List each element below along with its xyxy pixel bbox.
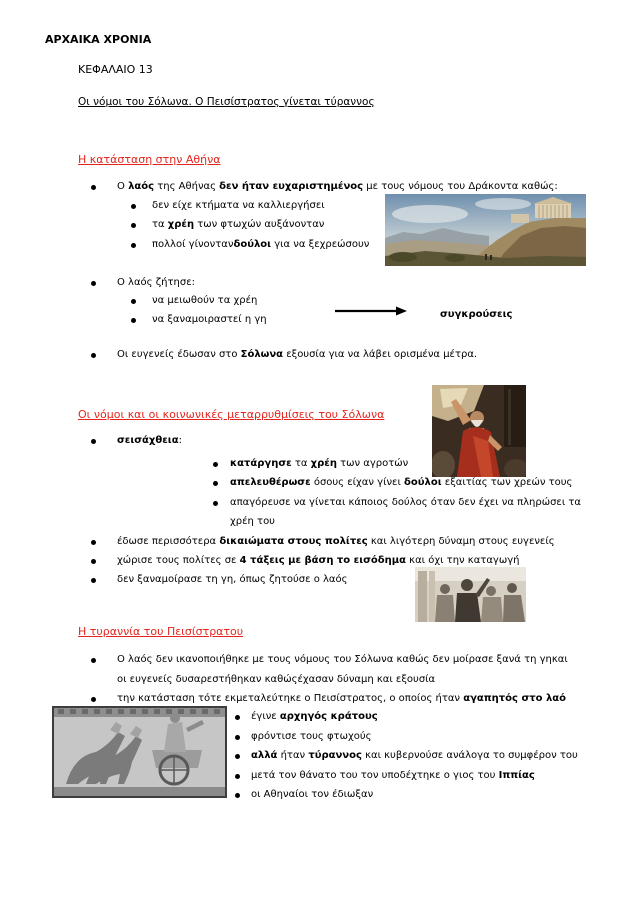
list-item-text: [152, 238, 369, 252]
list-item-continuation: [0, 515, 638, 529]
text-segment: Ο λαός ζήτησε:: [117, 277, 195, 288]
text-segment: φρόντισε τους φτωχούς: [251, 731, 372, 742]
sub-list-item: [0, 769, 638, 783]
text-segment: :: [178, 435, 182, 446]
bullet-icon: [213, 501, 218, 506]
emphasized-text: σεισάχθεια: [117, 435, 179, 446]
bullet-icon: [131, 299, 136, 304]
list-item-text: [152, 313, 267, 327]
section-heading: Η τυραννία του Πεισίστρατου: [78, 625, 244, 638]
bullet-icon: [235, 754, 240, 759]
bullet-icon: [235, 774, 240, 779]
bullet-icon: [91, 697, 96, 702]
bullet-icon: [91, 559, 96, 564]
conflicts-label: συγκρούσεις: [440, 309, 513, 320]
list-item: [0, 573, 638, 587]
bullet-icon: [91, 578, 96, 583]
list-item-text: [230, 515, 275, 529]
lesson-title: Οι νόμοι του Σόλωνα. Ο Πεισίστρατος γίνεται τύραννος: [78, 96, 375, 108]
list-item: [0, 180, 638, 194]
sub-list-item: [0, 238, 638, 252]
bullet-icon: [91, 439, 96, 444]
bullet-icon: [91, 281, 96, 286]
bullet-icon: [235, 735, 240, 740]
text-segment: έγινε: [251, 711, 280, 722]
sub-list-item: [0, 496, 638, 510]
chapter-label: ΚΕΦΑΛΑΙΟ 13: [78, 63, 153, 76]
list-item-text: [117, 434, 182, 448]
emphasized-text: αλλά: [251, 750, 278, 761]
sub-list-item: [0, 313, 638, 327]
text-segment: της Αθήνας: [154, 181, 220, 192]
bullet-icon: [131, 243, 136, 248]
text-segment: την κατάσταση τότε εκμεταλεύτηκε ο Πεισίστρατος, ο οποίος ήταν: [117, 693, 464, 704]
emphasized-text: αρχηγός κράτους: [279, 711, 378, 722]
sub-list-item: [0, 457, 638, 471]
list-item-text: [251, 749, 578, 763]
text-segment: πολλοί γίνονταν: [152, 239, 234, 250]
emphasized-text: δεν ήταν ευχαριστημένος: [219, 181, 364, 192]
list-item-text: [117, 573, 348, 587]
text-segment: δεν είχε κτήματα να καλλιεργήσει: [152, 200, 325, 211]
document-title: ΑΡΧΑΙΚΑ ΧΡΟΝΙΑ: [45, 33, 152, 46]
text-segment: τα: [291, 458, 311, 469]
emphasized-text: Σόλωνα: [240, 349, 284, 360]
emphasized-text: χρέη: [310, 458, 337, 469]
bullet-icon: [91, 658, 96, 663]
bullet-icon: [213, 462, 218, 467]
sub-list-item: [0, 218, 638, 232]
emphasized-text: λαός: [128, 181, 155, 192]
text-segment: και όχι την καταγωγή: [406, 555, 520, 566]
bullet-icon: [235, 793, 240, 798]
list-item-text: [251, 710, 378, 724]
text-segment: και κυβερνούσε ανάλογα το συμφέρον του: [361, 750, 578, 761]
emphasized-text: κατάργησε: [230, 458, 292, 469]
list-item-text: [251, 769, 535, 783]
emphasized-text: δικαιώματα στους πολίτες: [219, 536, 368, 547]
list-item-text: [230, 476, 572, 490]
list-item-continuation: [0, 673, 638, 687]
list-item-text: [251, 788, 373, 802]
emphasized-text: χρέη: [167, 219, 195, 230]
text-segment: χρέη του: [230, 516, 275, 527]
text-segment: δεν ξαναμοίρασε τη γη, όπως ζητούσε ο λαός: [117, 574, 348, 585]
list-item-text: [230, 496, 581, 510]
text-segment: Οι ευγενείς έδωσαν στο: [117, 349, 241, 360]
sub-list-item: [0, 730, 638, 744]
text-segment: μετά τον θάνατο του τον υποδέχτηκε ο γιος του: [251, 770, 499, 781]
bullet-icon: [131, 223, 136, 228]
emphasized-text: τύραννος: [308, 750, 362, 761]
list-item-text: [152, 218, 324, 232]
list-item-text: [117, 653, 568, 667]
list-item: [0, 535, 638, 549]
text-segment: εξουσία για να λάβει ορισμένα μέτρα.: [283, 349, 478, 360]
text-segment: εξαιτίας των χρεών τους: [441, 477, 573, 488]
section-heading: Οι νόμοι και οι κοινωνικές μεταρρυθμίσεις του Σόλωνα: [78, 408, 385, 421]
text-segment: οι ευγενείς δυσαρεστήθηκαν καθώςέχασαν δύναμη και εξουσία: [117, 674, 436, 685]
bullet-icon: [131, 204, 136, 209]
list-item: [0, 653, 638, 667]
bullet-icon: [91, 353, 96, 358]
text-segment: χώρισε τους πολίτες σε: [117, 555, 240, 566]
list-item-text: [117, 692, 566, 706]
list-item-text: [117, 180, 558, 194]
bullet-icon: [213, 481, 218, 486]
list-item-text: [230, 457, 408, 471]
text-segment: οι Αθηναίοι τον έδιωξαν: [251, 789, 374, 800]
bullet-icon: [91, 185, 96, 190]
text-segment: και λιγότερη δύναμη στους ευγενείς: [367, 536, 555, 547]
list-item-text: [152, 199, 325, 213]
emphasized-text: αγαπητός στο λαό: [463, 693, 567, 704]
list-item: [0, 554, 638, 568]
text-segment: να ξαναμοιραστεί η γη: [152, 314, 267, 325]
text-segment: των φτωχών αυξάνονταν: [194, 219, 325, 230]
list-item-text: [117, 276, 195, 290]
bullet-icon: [131, 318, 136, 323]
sub-list-item: [0, 788, 638, 802]
list-item-text: [117, 673, 435, 687]
emphasized-text: δούλοι: [233, 239, 272, 250]
sub-list-item: [0, 749, 638, 763]
emphasized-text: Ιππίας: [498, 770, 535, 781]
bullet-icon: [235, 715, 240, 720]
list-item-text: [117, 535, 555, 549]
text-segment: με τους νόμους του Δράκοντα καθώς:: [363, 181, 558, 192]
list-item: [0, 692, 638, 706]
text-segment: έδωσε περισσότερα: [117, 536, 220, 547]
sub-list-item: [0, 294, 638, 308]
section-heading: Η κατάσταση στην Αθήνα: [78, 153, 221, 166]
bullet-icon: [91, 540, 96, 545]
text-segment: Ο λαός δεν ικανοποιήθηκε με τους νόμους του Σόλωνα καθώς δεν μοίρασε ξανά τη γηκαι: [117, 654, 568, 665]
text-segment: ήταν: [277, 750, 309, 761]
sub-list-item: [0, 199, 638, 213]
text-segment: των αγροτών: [336, 458, 409, 469]
emphasized-text: απελευθέρωσε: [230, 477, 311, 488]
list-item: [0, 434, 638, 448]
emphasized-text: δούλοι: [404, 477, 442, 488]
list-item-text: [152, 294, 257, 308]
list-item: [0, 276, 638, 290]
text-segment: τα: [152, 219, 168, 230]
text-segment: όσους είχαν γίνει: [310, 477, 405, 488]
list-item-text: [251, 730, 372, 744]
text-segment: απαγόρευσε να γίνεται κάποιος δούλος όταν δεν έχει να πληρώσει τα: [230, 497, 582, 508]
sub-list-item: [0, 710, 638, 724]
emphasized-text: 4 τάξεις με βάση το εισόδημα: [239, 555, 406, 566]
list-item-text: [117, 348, 477, 362]
list-item: [0, 348, 638, 362]
text-segment: Ο: [117, 181, 129, 192]
text-segment: να μειωθούν τα χρέη: [152, 295, 258, 306]
list-item-text: [117, 554, 519, 568]
text-segment: για να ξεχρεώσουν: [271, 239, 370, 250]
sub-list-item: [0, 476, 638, 490]
